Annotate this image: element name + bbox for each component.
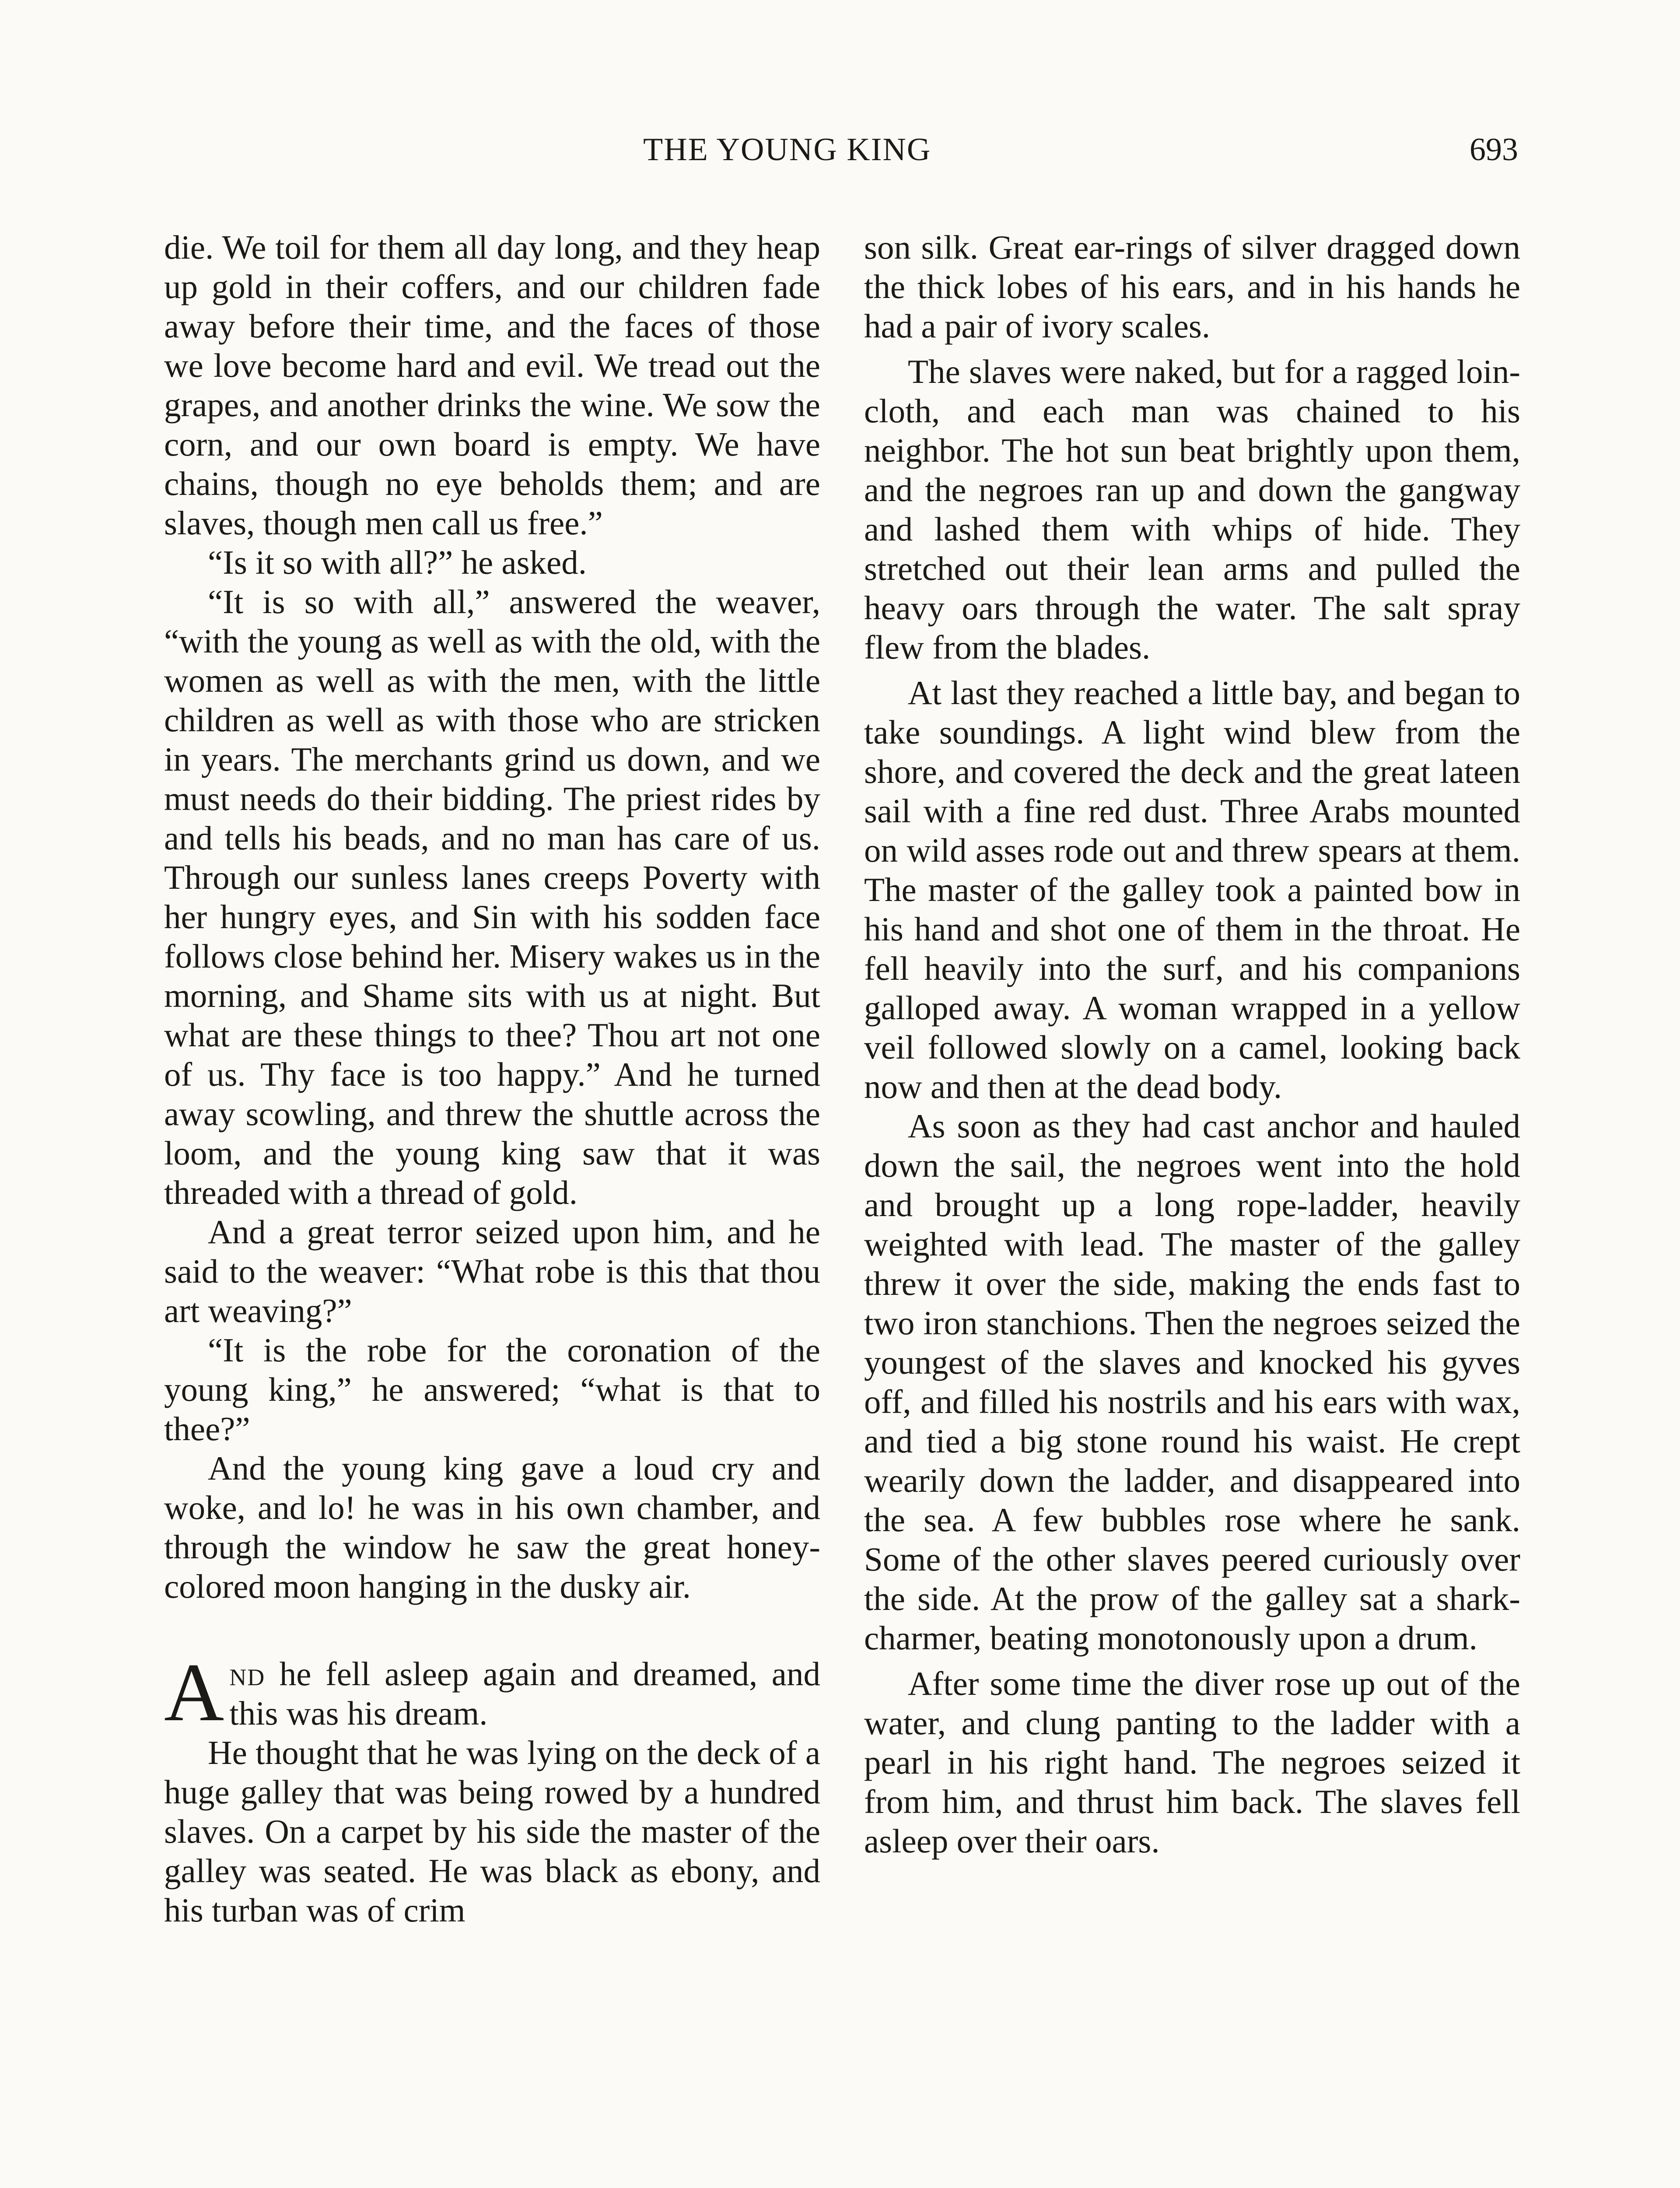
right-column xyxy=(864,228,1520,1861)
section-opening-paragraph xyxy=(164,1647,820,1739)
paragraph: As soon as they had cast anchor and hauled down the sail, the negroes went into the hold and brought up a long rope-ladder, heavily weighted with lead. The master of the galley threw it over the side, making the ends fast to two iron stanchions. Then the negroes seized the youngest of the slaves and knocked his gyves off, and filled his nostrils and his ears with wax, and tied a big stone round his waist. He crept wearily down the ladder, and disappeared into the sea. A few bubbles rose where he sank. Some of the other slaves peered curiously over the side. At the prow of the galley sat a shark-charmer, beating monotonously upon a drum. xyxy=(864,1107,1520,1657)
paragraph: “It is so with all,” answered the weaver, “with the young as well as with the old, with the women as well as with the men, with the little children as well as with those who are stricken in years. The merchants grind us down, and we must needs do their bidding. The priest rides by and tells his beads, and no man has care of us. Through our sunless lanes creeps Poverty with her hungry eyes, and Sin with his sodden face follows close behind her. Misery wakes us in the morning, and Shame sits with us at night. But what are these things to thee? Thou art not one of us. Thy face is too happy.” And he turned away scowling, and threw the shuttle across the loom, and the young king saw that it was threaded with a thread of gold. xyxy=(164,583,820,1211)
running-head: THE YOUNG KING xyxy=(643,132,931,168)
drop-cap: A xyxy=(164,1647,224,1739)
paragraph: “Is it so with all?” he asked. xyxy=(208,543,587,581)
left-column xyxy=(164,228,820,1930)
paragraph: The slaves were naked, but for a ragged loin-cloth, and each man was chained to his neighbor. The hot sun beat brightly upon them, and the negroes ran up and down the gangway and lashed them with whips of hide. They stretched out their lean arms and pulled the heavy oars through the water. The salt spray flew from the blades. xyxy=(864,353,1520,666)
paragraph: He thought that he was lying on the deck of a huge galley that was being rowed by a hundred slaves. On a carpet by his side the master of the galley was seated. He was black as ebony, and his turban was of crim xyxy=(164,1734,820,1929)
paragraph: And a great terror seized upon him, and he said to the weaver: “What robe is this that thou art weaving?” xyxy=(164,1213,820,1329)
paragraph: And the young king gave a loud cry and woke, and lo! he was in his own chamber, and through the window he saw the great honey-colored moon hanging in the dusky air. xyxy=(164,1449,820,1605)
paragraph: After some time the diver rose up out of the water, and clung panting to the ladder with a pearl in his right hand. The negroes seized it from him, and thrust him back. The slaves fell asleep over their oars. xyxy=(864,1665,1520,1860)
paragraph: At last they reached a little bay, and began to take soundings. A light wind blew from the shore, and covered the deck and the great lateen sail with a fine red dust. Three Arabs mounted on wild asses rode out and threw spears at them. The master of the galley took a painted bow in his hand and shot one of them in the throat. He fell heavily into the surf, and his companions galloped away. A woman wrapped in a yellow veil followed slowly on a camel, looking back now and then at the dead body. xyxy=(864,674,1520,1105)
paragraph: “It is the robe for the coronation of the young king,” he answered; “what is that to thee?” xyxy=(164,1331,820,1448)
paragraph: die. We toil for them all day long, and they heap up gold in their coffers, and our children fade away before their time, and the faces of those we love become hard and evil. We tread out the grapes, and another drinks the wine. We sow the corn, and our own board is empty. We have chains, though no eye beholds them; and are slaves, though men call us free.” xyxy=(164,228,820,542)
page-number: 693 xyxy=(1470,132,1518,168)
paragraph: son silk. Great ear-rings of silver dragged down the thick lobes of his ears, and in his hands he had a pair of ivory scales. xyxy=(864,228,1520,345)
paragraph-text: he fell asleep again and dreamed, and this was his dream. xyxy=(229,1655,820,1732)
small-caps-lead: nd xyxy=(229,1655,266,1693)
